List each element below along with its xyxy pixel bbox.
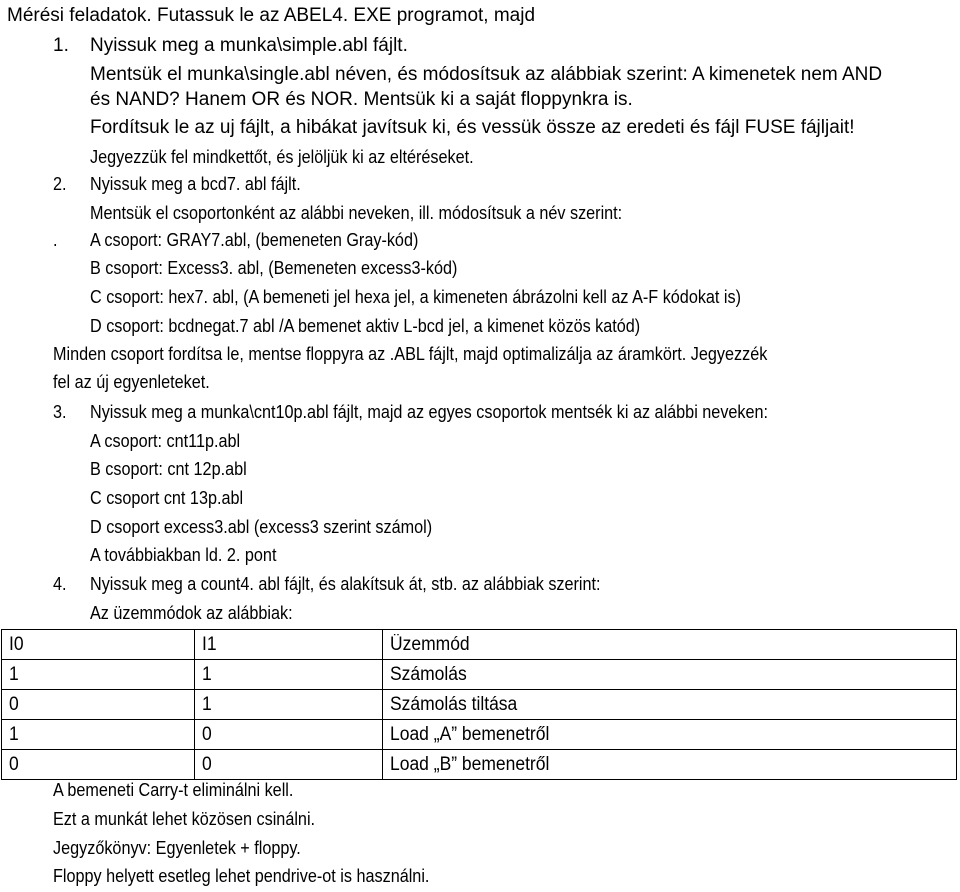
task1-line2: Mentsük el munka\single.abl néven, és módosítsuk az alábbiak szerint: A kimenetek nem AND xyxy=(90,64,883,85)
footer-line2: Ezt a munkát lehet közösen csinálni. xyxy=(53,809,316,829)
task3-group-c: C csoport cnt 13p.abl xyxy=(90,488,244,508)
task1-line4: Fordítsuk le az uj fájlt, a hibákat javítsuk ki, és vessük össze az eredeti és fájl FUSE fájljait! xyxy=(90,117,855,138)
task2-group-d: D csoport: bcdnegat.7 abl /A bemenet aktiv L-bcd jel, a kimenet közös katód) xyxy=(90,316,641,336)
table-cell-i0: 1 xyxy=(2,660,195,690)
task4-number: 4. xyxy=(53,574,67,594)
task3-number: 3. xyxy=(53,402,67,422)
task4-subtitle: Az üzemmódok az alábbiak: xyxy=(90,603,293,623)
task3-title: Nyissuk meg a munka\cnt10p.abl fájlt, majd az egyes csoportok mentsék ki az alábbi neveken: xyxy=(90,402,769,422)
table-cell-mode: Load „B” bemenetről xyxy=(383,750,957,780)
table-row xyxy=(2,750,957,780)
task2-group-b: B csoport: Excess3. abl, (Bemeneten excess3-kód) xyxy=(90,258,458,278)
mode-table-header-i1: I1 xyxy=(195,630,383,660)
table-row xyxy=(2,690,957,720)
footer-line3: Jegyzőkönyv: Egyenletek + floppy. xyxy=(53,838,301,858)
task3-group-d: D csoport excess3.abl (excess3 szerint számol) xyxy=(90,517,433,537)
footer-line4: Floppy helyett esetleg lehet pendrive-ot is használni. xyxy=(53,866,430,886)
task4-title: Nyissuk meg a count4. abl fájlt, és alakítsuk át, stb. az alábbiak szerint: xyxy=(90,574,601,594)
table-cell-i1: 1 xyxy=(195,660,383,690)
mode-table-header-mode: Üzemmód xyxy=(383,630,957,660)
task3-group-a: A csoport: cnt11p.abl xyxy=(90,431,241,451)
table-cell-i1: 0 xyxy=(195,720,383,750)
task2-title: Nyissuk meg a bcd7. abl fájlt. xyxy=(90,174,301,194)
task2-line2: Mentsük el csoportonként az alábbi neveken, ill. módosítsuk a név szerint: xyxy=(90,203,623,223)
table-row xyxy=(2,720,957,750)
task2-group-a: A csoport: GRAY7.abl, (bemeneten Gray-kód) xyxy=(90,230,419,250)
table-cell-mode: Számolás tiltása xyxy=(383,690,957,720)
table-row xyxy=(2,660,957,690)
mode-table-header-i0: I0 xyxy=(2,630,195,660)
intro-text: Mérési feladatok. Futassuk le az ABEL4. EXE programot, majd xyxy=(7,5,536,26)
task2-group-c: C csoport: hex7. abl, (A bemeneti jel hexa jel, a kimeneten ábrázolni kell az A-F kódokat is) xyxy=(90,287,742,307)
table-cell-i0: 1 xyxy=(2,720,195,750)
table-cell-mode: Load „A” bemenetről xyxy=(383,720,957,750)
task3-group-b: B csoport: cnt 12p.abl xyxy=(90,459,247,479)
task3-note: A továbbiakban ld. 2. pont xyxy=(90,545,277,565)
table-cell-i0: 0 xyxy=(2,690,195,720)
mode-table xyxy=(1,629,957,780)
table-cell-i0: 0 xyxy=(2,750,195,780)
task2-bullet: . xyxy=(53,230,58,250)
task1-line5: Jegyezzük fel mindkettőt, és jelöljük ki az eltéréseket. xyxy=(90,147,474,167)
table-cell-i1: 1 xyxy=(195,690,383,720)
task1-title: Nyissuk meg a munka\simple.abl fájlt. xyxy=(90,35,408,56)
footer-line1: A bemeneti Carry-t eliminálni kell. xyxy=(53,780,294,800)
task2-number: 2. xyxy=(53,174,67,194)
task1-line3: és NAND? Hanem OR és NOR. Mentsük ki a saját floppynkra is. xyxy=(90,89,633,110)
task2-summary-line2: fel az új egyenleteket. xyxy=(53,372,210,392)
task2-summary-line1: Minden csoport fordítsa le, mentse floppyra az .ABL fájlt, majd optimalizálja az áramkört. Jegyezzék xyxy=(53,344,768,364)
table-cell-i1: 0 xyxy=(195,750,383,780)
task1-number: 1. xyxy=(53,35,69,56)
table-cell-mode: Számolás xyxy=(383,660,957,690)
mode-table-header-row xyxy=(2,630,957,660)
